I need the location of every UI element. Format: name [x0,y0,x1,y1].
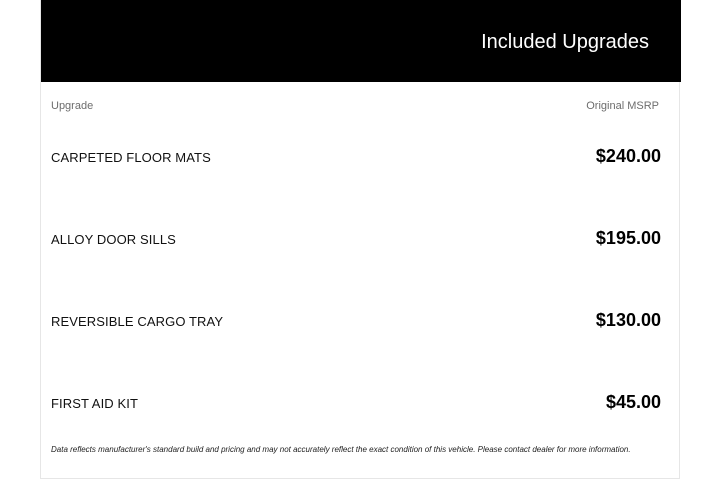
upgrade-name: ALLOY DOOR SILLS [51,232,176,247]
upgrade-price: $195.00 [595,228,661,248]
upgrade-price: $45.00 [605,392,661,412]
page-title: Included Upgrades [481,31,649,53]
upgrade-price: $240.00 [595,146,661,166]
disclaimer-text: Data reflects manufacturer's standard build and pricing and may not accurately reflect the exact condition of this vehicle. Please contact dealer for more information. [51,445,631,454]
upgrade-name: CARPETED FLOOR MATS [51,150,211,165]
upgrades-card [40,0,680,479]
upgrade-row [41,389,681,419]
column-header-msrp: Original MSRP [586,100,659,112]
upgrade-row [41,307,681,337]
upgrade-row [41,225,681,255]
upgrade-row [41,143,681,173]
upgrade-name: FIRST AID KIT [51,396,139,411]
upgrades-header [41,0,681,82]
column-header-upgrade: Upgrade [51,100,94,112]
upgrade-name: REVERSIBLE CARGO TRAY [51,314,224,329]
upgrade-price: $130.00 [595,310,661,330]
